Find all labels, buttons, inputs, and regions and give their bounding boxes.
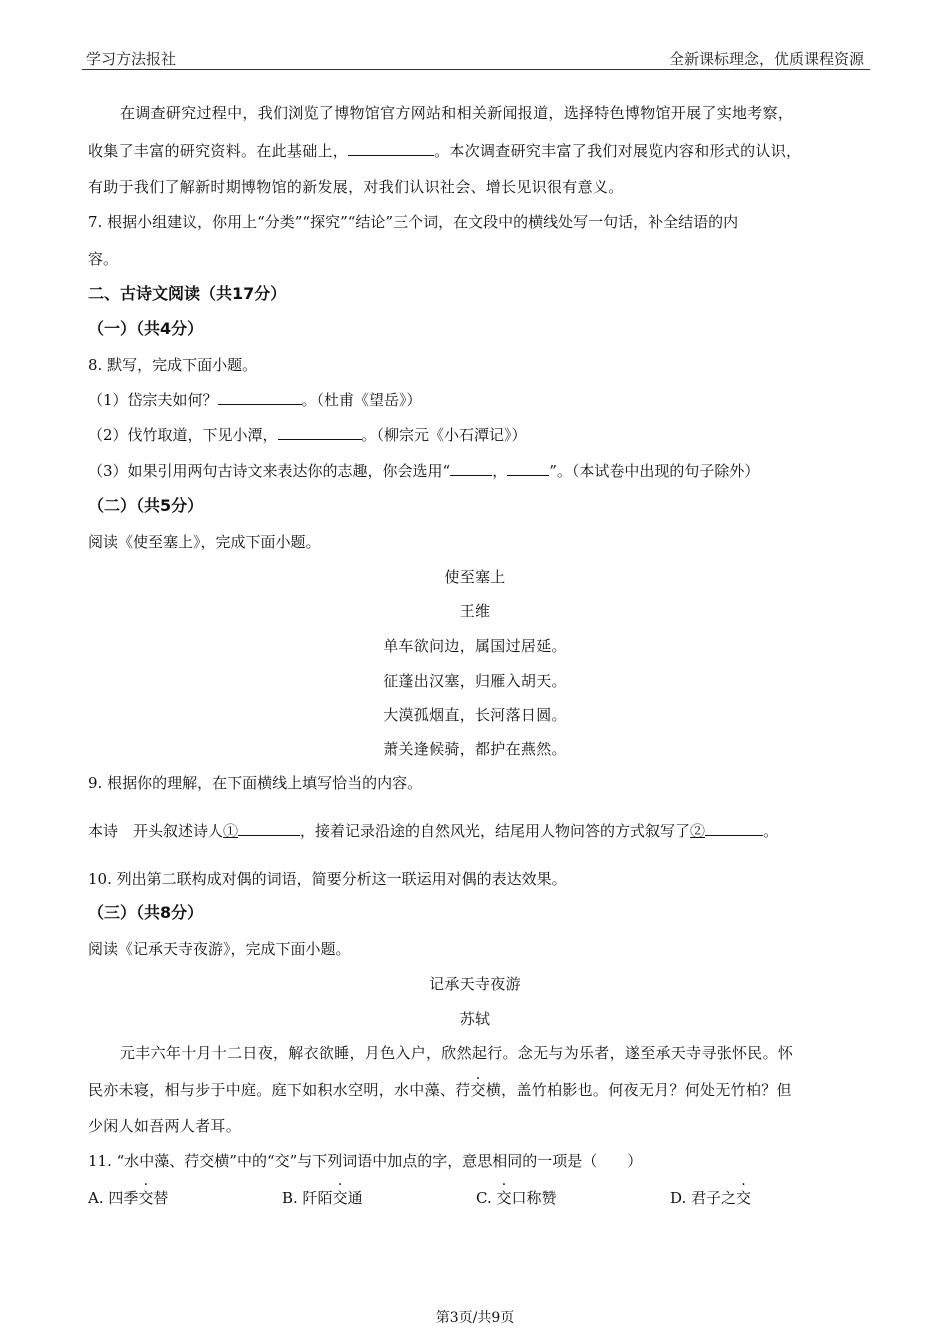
intro-line-3: 有助于我们了解新时期博物馆的新发展，对我们认识社会、增长见识很有意义。 [88, 178, 624, 196]
option-a[interactable] [88, 1187, 168, 1208]
option-c-text: C. [476, 1189, 497, 1207]
option-b-text: B. 阡陌 [282, 1189, 333, 1207]
header-divider [82, 69, 870, 70]
q8-3 [88, 461, 759, 481]
intro-line-2-b: 。本次调查研究丰富了我们对展览内容和形式的认识， [434, 142, 802, 160]
option-c-tail: 口称赞 [511, 1189, 557, 1207]
option-d-dotted: 交 [736, 1189, 752, 1207]
read-3: 阅读《记承天寺夜游》，完成下面小题。 [88, 940, 351, 958]
answer-blank-q9-2[interactable] [705, 821, 763, 836]
q9-part-b: ，接着记录沿途的自然风光，结尾用人物问答的方式叙写了 [300, 822, 691, 840]
poem-line: 征蓬出汉塞，归雁入胡天。 [383, 672, 567, 690]
poem-author: 王维 [459, 602, 491, 620]
header-publisher: 学习方法报社 [86, 50, 177, 68]
q10: 10. 列出第二联构成对偶的词语，简要分析这一联运用对偶的表达效果。 [88, 870, 567, 888]
option-a-dotted: 交 [138, 1189, 154, 1207]
q8-3-prompt: （3）如果引用两句古诗文来表达你的志趣，你会选用“ [88, 462, 451, 480]
q9-marker-1: ① [223, 822, 239, 840]
q9-part-c: 。 [763, 822, 779, 840]
q8-1-prompt: （1）岱宗夫如何？ [88, 391, 218, 409]
answer-blank-q8-2[interactable] [278, 425, 362, 440]
answer-blank-q8-1[interactable] [218, 390, 302, 405]
prose-line-1: 元丰六年十月十二日夜，解衣欲睡，月色入户，欣然起行。念无与为乐者，遂至承天寺寻张怀民。怀 [120, 1044, 794, 1062]
q8-2-source: 。（柳宗元《小石潭记》） [361, 426, 527, 444]
header-slogan: 全新课标理念，优质课程资源 [668, 50, 864, 68]
option-a-tail: 替 [153, 1189, 169, 1207]
prose-line-3: 少闲人如吾两人者耳。 [88, 1117, 242, 1135]
option-b-dotted: 交 [332, 1189, 348, 1207]
prose-title: 记承天寺夜游 [429, 975, 521, 993]
q9-marker-2: ② [690, 822, 706, 840]
dotted-char: 交 [470, 1081, 486, 1099]
option-c-dotted: 交 [496, 1189, 512, 1207]
intro-line-1: 在调查研究过程中，我们浏览了博物馆官方网站和相关新闻报道，选择特色博物馆开展了实地考察， [120, 104, 794, 122]
q9-part-a: 本诗 开头叙述诗人 [88, 822, 224, 840]
q11: 11. “水中藻、荇交横”中的“交”与下列词语中加点的字，意思相同的一项是（ ） [88, 1152, 643, 1170]
section-title: 二、古诗文阅读（共17分） [88, 284, 287, 303]
q8-2-prompt: （2）伐竹取道，下见小潭， [88, 426, 278, 444]
q8-3-note: ”。（本试卷中出现的句子除外） [549, 462, 760, 480]
prose-line-2-a: 民亦未寝，相与步于中庭。庭下如积水空明，水中藻、荇 [88, 1081, 471, 1099]
q8-1-source: 。（杜甫《望岳》） [301, 391, 422, 409]
option-b[interactable] [282, 1187, 363, 1208]
option-c[interactable] [476, 1187, 557, 1208]
option-b-tail: 通 [347, 1189, 363, 1207]
option-d[interactable] [670, 1187, 751, 1208]
q8-3-comma: ， [492, 462, 508, 480]
poem-line: 大漠孤烟直，长河落日圆。 [383, 706, 567, 724]
q7-line-1: 7. 根据小组建议，你用上“分类”“探究”“结论”三个词，在文段中的横线处写一句话，补全结语的内 [88, 213, 739, 231]
q8-title: 8. 默写，完成下面小题。 [88, 356, 258, 374]
poem-line: 萧关逢候骑，都护在燕然。 [383, 740, 567, 758]
part-3-title: （三）（共8分） [88, 903, 204, 922]
part-1-title: （一）（共4分） [88, 319, 204, 338]
answer-blank-q9-1[interactable] [238, 821, 300, 836]
prose-author: 苏轼 [459, 1010, 491, 1028]
poem-line: 单车欲问边，属国过居延。 [383, 637, 567, 655]
option-a-text: A. 四季 [88, 1189, 139, 1207]
option-d-text: D. 君子之 [670, 1189, 737, 1207]
answer-blank-conclusion[interactable] [348, 141, 434, 156]
answer-blank-q8-3a[interactable] [450, 461, 492, 476]
q8-1 [88, 390, 422, 410]
q9-body [88, 821, 778, 841]
prose-line-2 [88, 1080, 792, 1100]
poem-title: 使至塞上 [444, 568, 506, 586]
part-2-title: （二）（共5分） [88, 496, 204, 515]
q8-2 [88, 425, 527, 445]
prose-line-2-b: 横，盖竹柏影也。何夜无月？何处无竹柏？但 [485, 1081, 792, 1099]
q9-title: 9. 根据你的理解，在下面横线上填写恰当的内容。 [88, 774, 423, 792]
intro-line-2-a: 收集了丰富的研究资料。在此基础上， [88, 142, 349, 160]
page-number: 第3页/共9页 [435, 1310, 515, 1326]
read-2: 阅读《使至塞上》，完成下面小题。 [88, 533, 321, 551]
intro-line-2 [88, 141, 801, 161]
q7-line-2: 容。 [88, 250, 119, 268]
answer-blank-q8-3b[interactable] [507, 461, 549, 476]
